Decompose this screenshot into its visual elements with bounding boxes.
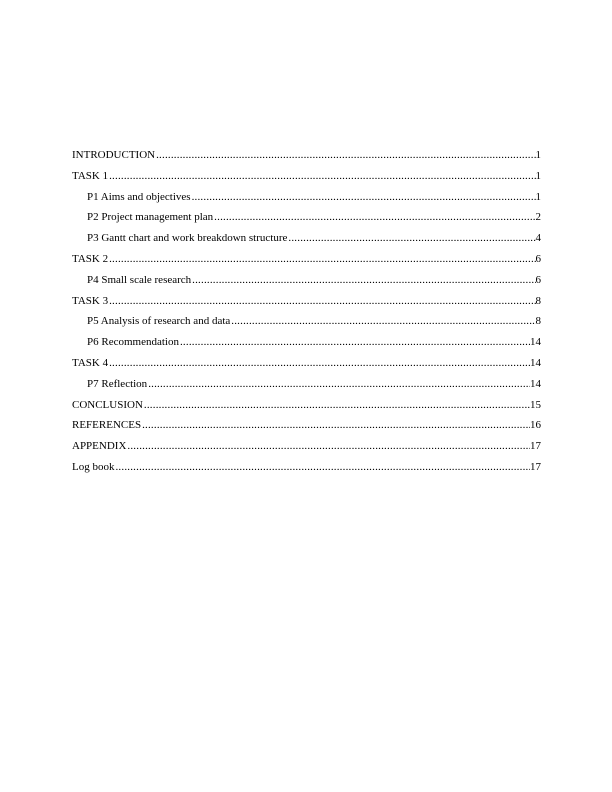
toc-dot-leader xyxy=(288,228,535,249)
toc-entry-references[interactable] xyxy=(72,415,541,436)
toc-dot-leader xyxy=(109,166,535,187)
toc-entry-label: TASK 3 xyxy=(72,294,109,307)
toc-entry-label: P7 Reflection xyxy=(87,377,148,390)
toc-entry-label: P6 Recommendation xyxy=(87,336,179,349)
toc-entry-label: P4 Small scale research xyxy=(87,273,192,286)
toc-dot-leader xyxy=(109,353,530,374)
toc-page-number: 4 xyxy=(535,232,541,245)
toc-entry-label: P3 Gantt chart and work breakdown structure xyxy=(87,232,288,245)
toc-dot-leader xyxy=(115,457,530,478)
toc-page-number: 15 xyxy=(530,398,541,411)
toc-entry-log-book[interactable] xyxy=(72,457,541,478)
toc-page-number: 1 xyxy=(535,169,541,182)
toc-page-number: 16 xyxy=(530,419,541,432)
toc-entry-task-1[interactable] xyxy=(72,166,541,187)
toc-page-number: 6 xyxy=(535,252,541,265)
toc-entry-p7[interactable] xyxy=(72,374,541,395)
toc-dot-leader xyxy=(180,332,530,353)
toc-entry-task-4[interactable] xyxy=(72,353,541,374)
toc-page-number: 14 xyxy=(530,356,541,369)
toc-page-number: 1 xyxy=(535,190,541,203)
toc-entry-task-2[interactable] xyxy=(72,249,541,270)
toc-entry-label: TASK 2 xyxy=(72,252,109,265)
toc-entry-label: Log book xyxy=(72,460,115,473)
toc-page-number: 2 xyxy=(535,211,541,224)
toc-entry-p2[interactable] xyxy=(72,207,541,228)
toc-page-number: 8 xyxy=(535,315,541,328)
toc-dot-leader xyxy=(144,395,530,416)
toc-entry-appendix[interactable] xyxy=(72,436,541,457)
toc-entry-label: REFERENCES xyxy=(72,419,142,432)
toc-page-number: 6 xyxy=(535,273,541,286)
toc-dot-leader xyxy=(156,145,535,166)
toc-entry-label: INTRODUCTION xyxy=(72,149,156,161)
toc-dot-leader xyxy=(231,311,535,332)
toc-dot-leader xyxy=(109,249,535,270)
toc-dot-leader xyxy=(214,207,535,228)
toc-dot-leader xyxy=(148,374,530,395)
toc-entry-p1[interactable] xyxy=(72,187,541,208)
toc-entry-task-3[interactable] xyxy=(72,291,541,312)
toc-dot-leader xyxy=(192,270,535,291)
toc-dot-leader xyxy=(192,187,536,208)
toc-entry-introduction[interactable] xyxy=(72,145,541,166)
toc-entry-label: P1 Aims and objectives xyxy=(87,190,191,203)
toc-page-number: 8 xyxy=(535,294,541,307)
toc-dot-leader xyxy=(127,436,530,457)
toc-entry-label: TASK 1 xyxy=(72,169,109,182)
toc-entry-p3[interactable] xyxy=(72,228,541,249)
toc-dot-leader xyxy=(142,415,530,436)
toc-entry-label: TASK 4 xyxy=(72,356,109,369)
table-of-contents xyxy=(72,145,541,478)
toc-entry-label: APPENDIX xyxy=(72,440,127,453)
toc-page-number: 1 xyxy=(535,149,541,161)
toc-entry-p4[interactable] xyxy=(72,270,541,291)
toc-page-number: 17 xyxy=(530,460,541,473)
toc-page-number: 17 xyxy=(530,440,541,453)
toc-page-number: 14 xyxy=(530,336,541,349)
toc-page-number: 14 xyxy=(530,377,541,390)
toc-entry-p6[interactable] xyxy=(72,332,541,353)
toc-dot-leader xyxy=(109,291,535,312)
toc-entry-p5[interactable] xyxy=(72,311,541,332)
toc-entry-label: P5 Analysis of research and data xyxy=(87,315,231,328)
toc-entry-label: P2 Project management plan xyxy=(87,211,214,224)
toc-entry-conclusion[interactable] xyxy=(72,395,541,416)
toc-entry-label: CONCLUSION xyxy=(72,398,143,411)
